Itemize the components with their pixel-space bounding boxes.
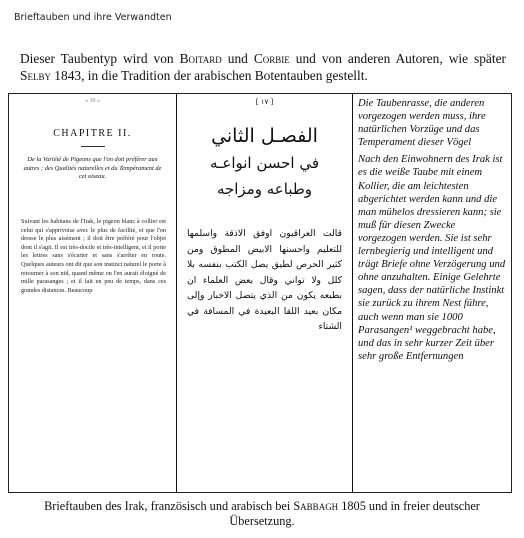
french-chapter-subtitle: De la Variété de Pigeons que l'on doit préférer aux autres ; des Qualités naturelles et du Tempérament de cet oiseau. <box>23 156 162 180</box>
french-page-number: « 10 » <box>85 98 100 104</box>
french-body-text: Suivant les habitans de l'Irak, le pigeon blanc à collier est celui qui s'apprivoise avec le plus de facilité, et que l'on dresse le plus aisément ; il doit être préféré pour l'objet dont il s'agit. Il est très-docile et très-intelligent, et il porte les lettres sans s'écarter et sans s'arrêter en route. Quelques auteurs ont dit que son instinct naturel le porte à retourner à son nid, quand même on l'en aurait éloigné de mille parasanges ; et il fait en peu de temps, dans ces grandes distances. Beaucoup <box>21 218 166 294</box>
german-translation <box>353 94 511 492</box>
arabic-page <box>177 94 353 492</box>
german-paragraph-1: Die Taubenrasse, die anderen vorgezogen werden muss, ihre natürlichen Vorzüge und das Temperament dieser Vögel <box>358 98 486 149</box>
caption-text-1: Brieftauben des Irak, französisch und arabisch bei <box>44 499 294 513</box>
author-corbie: Corbie <box>253 51 290 66</box>
german-paragraph-2: Nach den Einwohnern des Irak ist es die weiße Taube mit einem Kollier, die am leichtesten abgerichtet werden kann und die man mühelos dressieren kann; sie muß für diesen Zwecke vorgezogen werden. Sie ist sehr lernbegierig und intelligent und trägt Briefe ohne Verzögerung und ohne anzuhalten. Einige Gelehrte sagen, dass der natürliche Instinkt sie zurück zu ihrem Nest führe, auch wenn man sie 1000 Parasangen¹ weggebracht habe, und das in sehr kurzer Zeit über sehr große Entfernungen <box>358 154 506 362</box>
arabic-chapter-title <box>181 122 348 202</box>
document-header: Brieftauben und ihre Verwandten <box>14 12 172 23</box>
arabic-title-line-2: في احسن انواعـه <box>209 154 320 172</box>
author-sabbagh: Sabbagh <box>293 499 339 513</box>
intro-paragraph <box>20 50 506 84</box>
book-pages-figure <box>8 93 512 493</box>
german-translation-text <box>358 97 506 367</box>
intro-text-3: und von anderen Autoren, wie später <box>289 51 506 66</box>
arabic-page-number: [ ١٧ ] <box>255 98 274 106</box>
arabic-title-line-1: الفصـل الثاني <box>211 125 318 147</box>
figure-caption <box>20 499 504 529</box>
intro-text-4: 1843, in die Tradition der arabischen Botentauben gestellt. <box>50 68 368 83</box>
author-selby: Selby <box>20 68 51 83</box>
french-chapter-title: CHAPITRE II. <box>53 128 132 139</box>
caption-text-2: 1805 und in freier deutscher Übersetzung. <box>229 499 480 528</box>
author-boitard: Boitard <box>179 51 222 66</box>
french-page <box>9 94 177 492</box>
arabic-body-text: قالت العراقيون اوفق الاذقة واسلمها للتعليم واحسنها الابيض المطوق ومن كثير الحرص لطيق يصل الكتب بنفسه بلا كلل ولا تواني وقال بعض العلماء ان بطبعه يكون من الذي يتصل الاخبار وإلى مكان بعيد اللقا البعيدة في المسافة في الشتاء <box>187 228 342 332</box>
intro-text-2: und <box>221 51 254 66</box>
intro-text-1: Dieser Taubentyp wird von <box>20 51 180 66</box>
arabic-title-line-3: وطباعه ومزاجه <box>216 180 313 198</box>
french-title-rule <box>81 146 105 147</box>
